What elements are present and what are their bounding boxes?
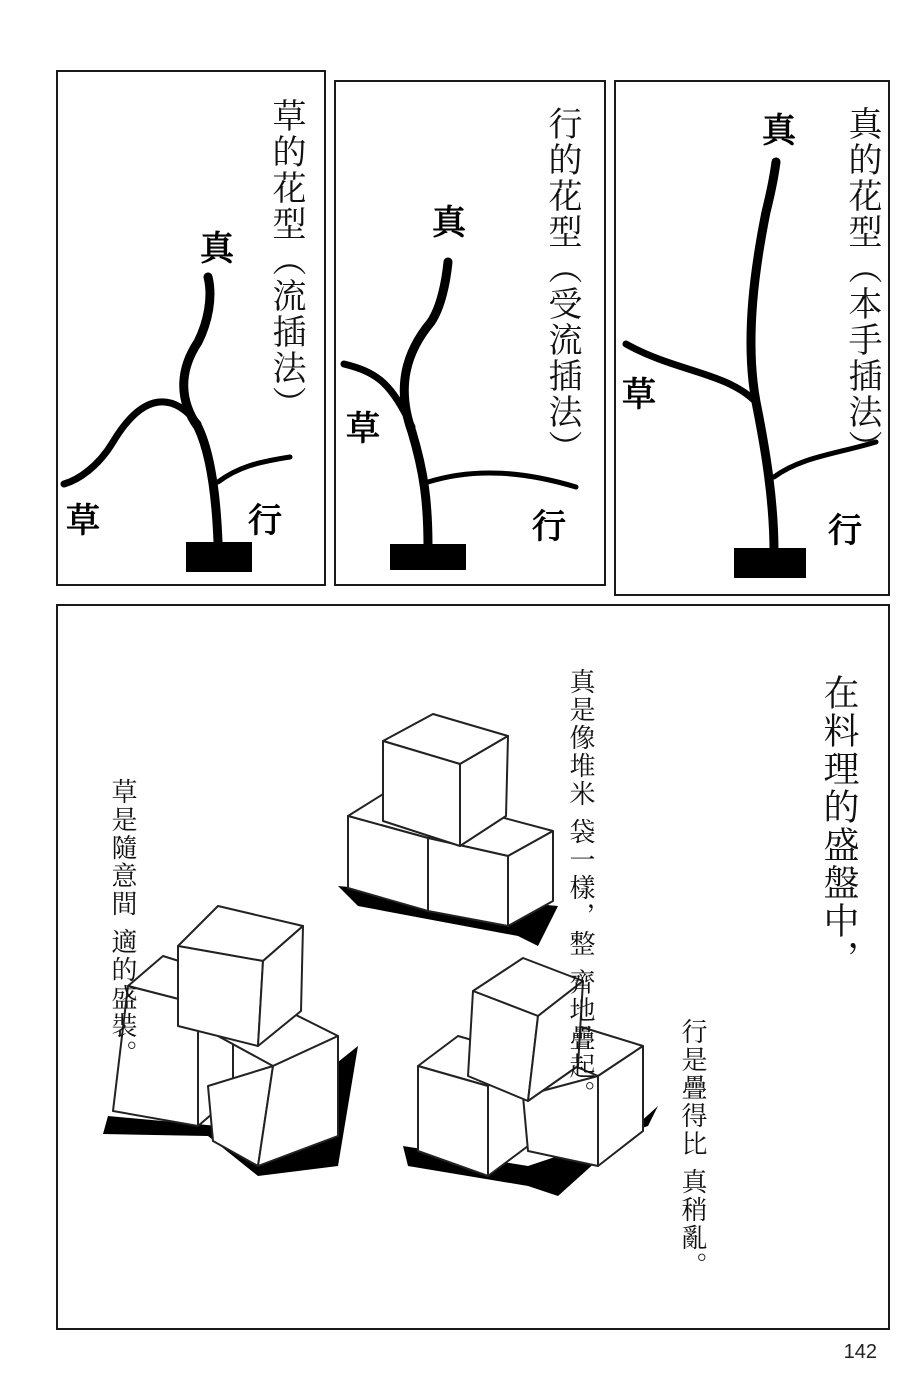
- panel-title: 草的花型（流插法）: [266, 98, 306, 422]
- plating-diagram: [58, 606, 888, 1328]
- caption-so: [104, 778, 140, 1068]
- caption-line: 適的盛裝。: [107, 928, 137, 1069]
- narration-box: 在料理的盛盤中，: [818, 674, 859, 978]
- label-so: 草: [66, 501, 100, 541]
- label-gyo: 行: [828, 511, 862, 551]
- caption-shin: [562, 668, 598, 1109]
- label-shin: 真: [762, 111, 796, 151]
- vase-base: [186, 542, 252, 572]
- caption-gyo: [674, 1018, 710, 1280]
- vase-base: [390, 544, 466, 570]
- panel-shin-style: [614, 80, 890, 596]
- panel-title: 真的花型（本手插法）: [842, 106, 882, 466]
- caption-line: 真是像堆米: [565, 668, 595, 808]
- shin-box-stack: [338, 714, 558, 946]
- label-so: 草: [622, 375, 656, 415]
- label-gyo: 行: [532, 507, 566, 547]
- caption-line: 袋一樣，整: [565, 818, 595, 959]
- panel-plating: [56, 604, 890, 1330]
- caption-line: 草是隨意間: [107, 778, 137, 918]
- gyo-box-stack: [403, 958, 658, 1196]
- panel-gyo-style: [334, 80, 606, 586]
- caption-line: 齊地疊起。: [565, 968, 595, 1109]
- vase-base: [734, 548, 806, 578]
- label-shin: 真: [432, 203, 466, 243]
- so-box-stack: [103, 906, 358, 1176]
- caption-line: 真稍亂。: [677, 1168, 707, 1281]
- page-number: 142: [843, 1341, 877, 1363]
- panel-so-style: [56, 70, 326, 586]
- label-gyo: 行: [248, 501, 282, 541]
- label-so: 草: [346, 409, 380, 449]
- so-branch: [64, 402, 198, 484]
- caption-line: 行是疊得比: [677, 1018, 707, 1158]
- label-shin: 真: [200, 229, 234, 269]
- halftone-ground: [58, 1226, 888, 1328]
- panel-title: 行的花型（受流插法）: [542, 106, 582, 466]
